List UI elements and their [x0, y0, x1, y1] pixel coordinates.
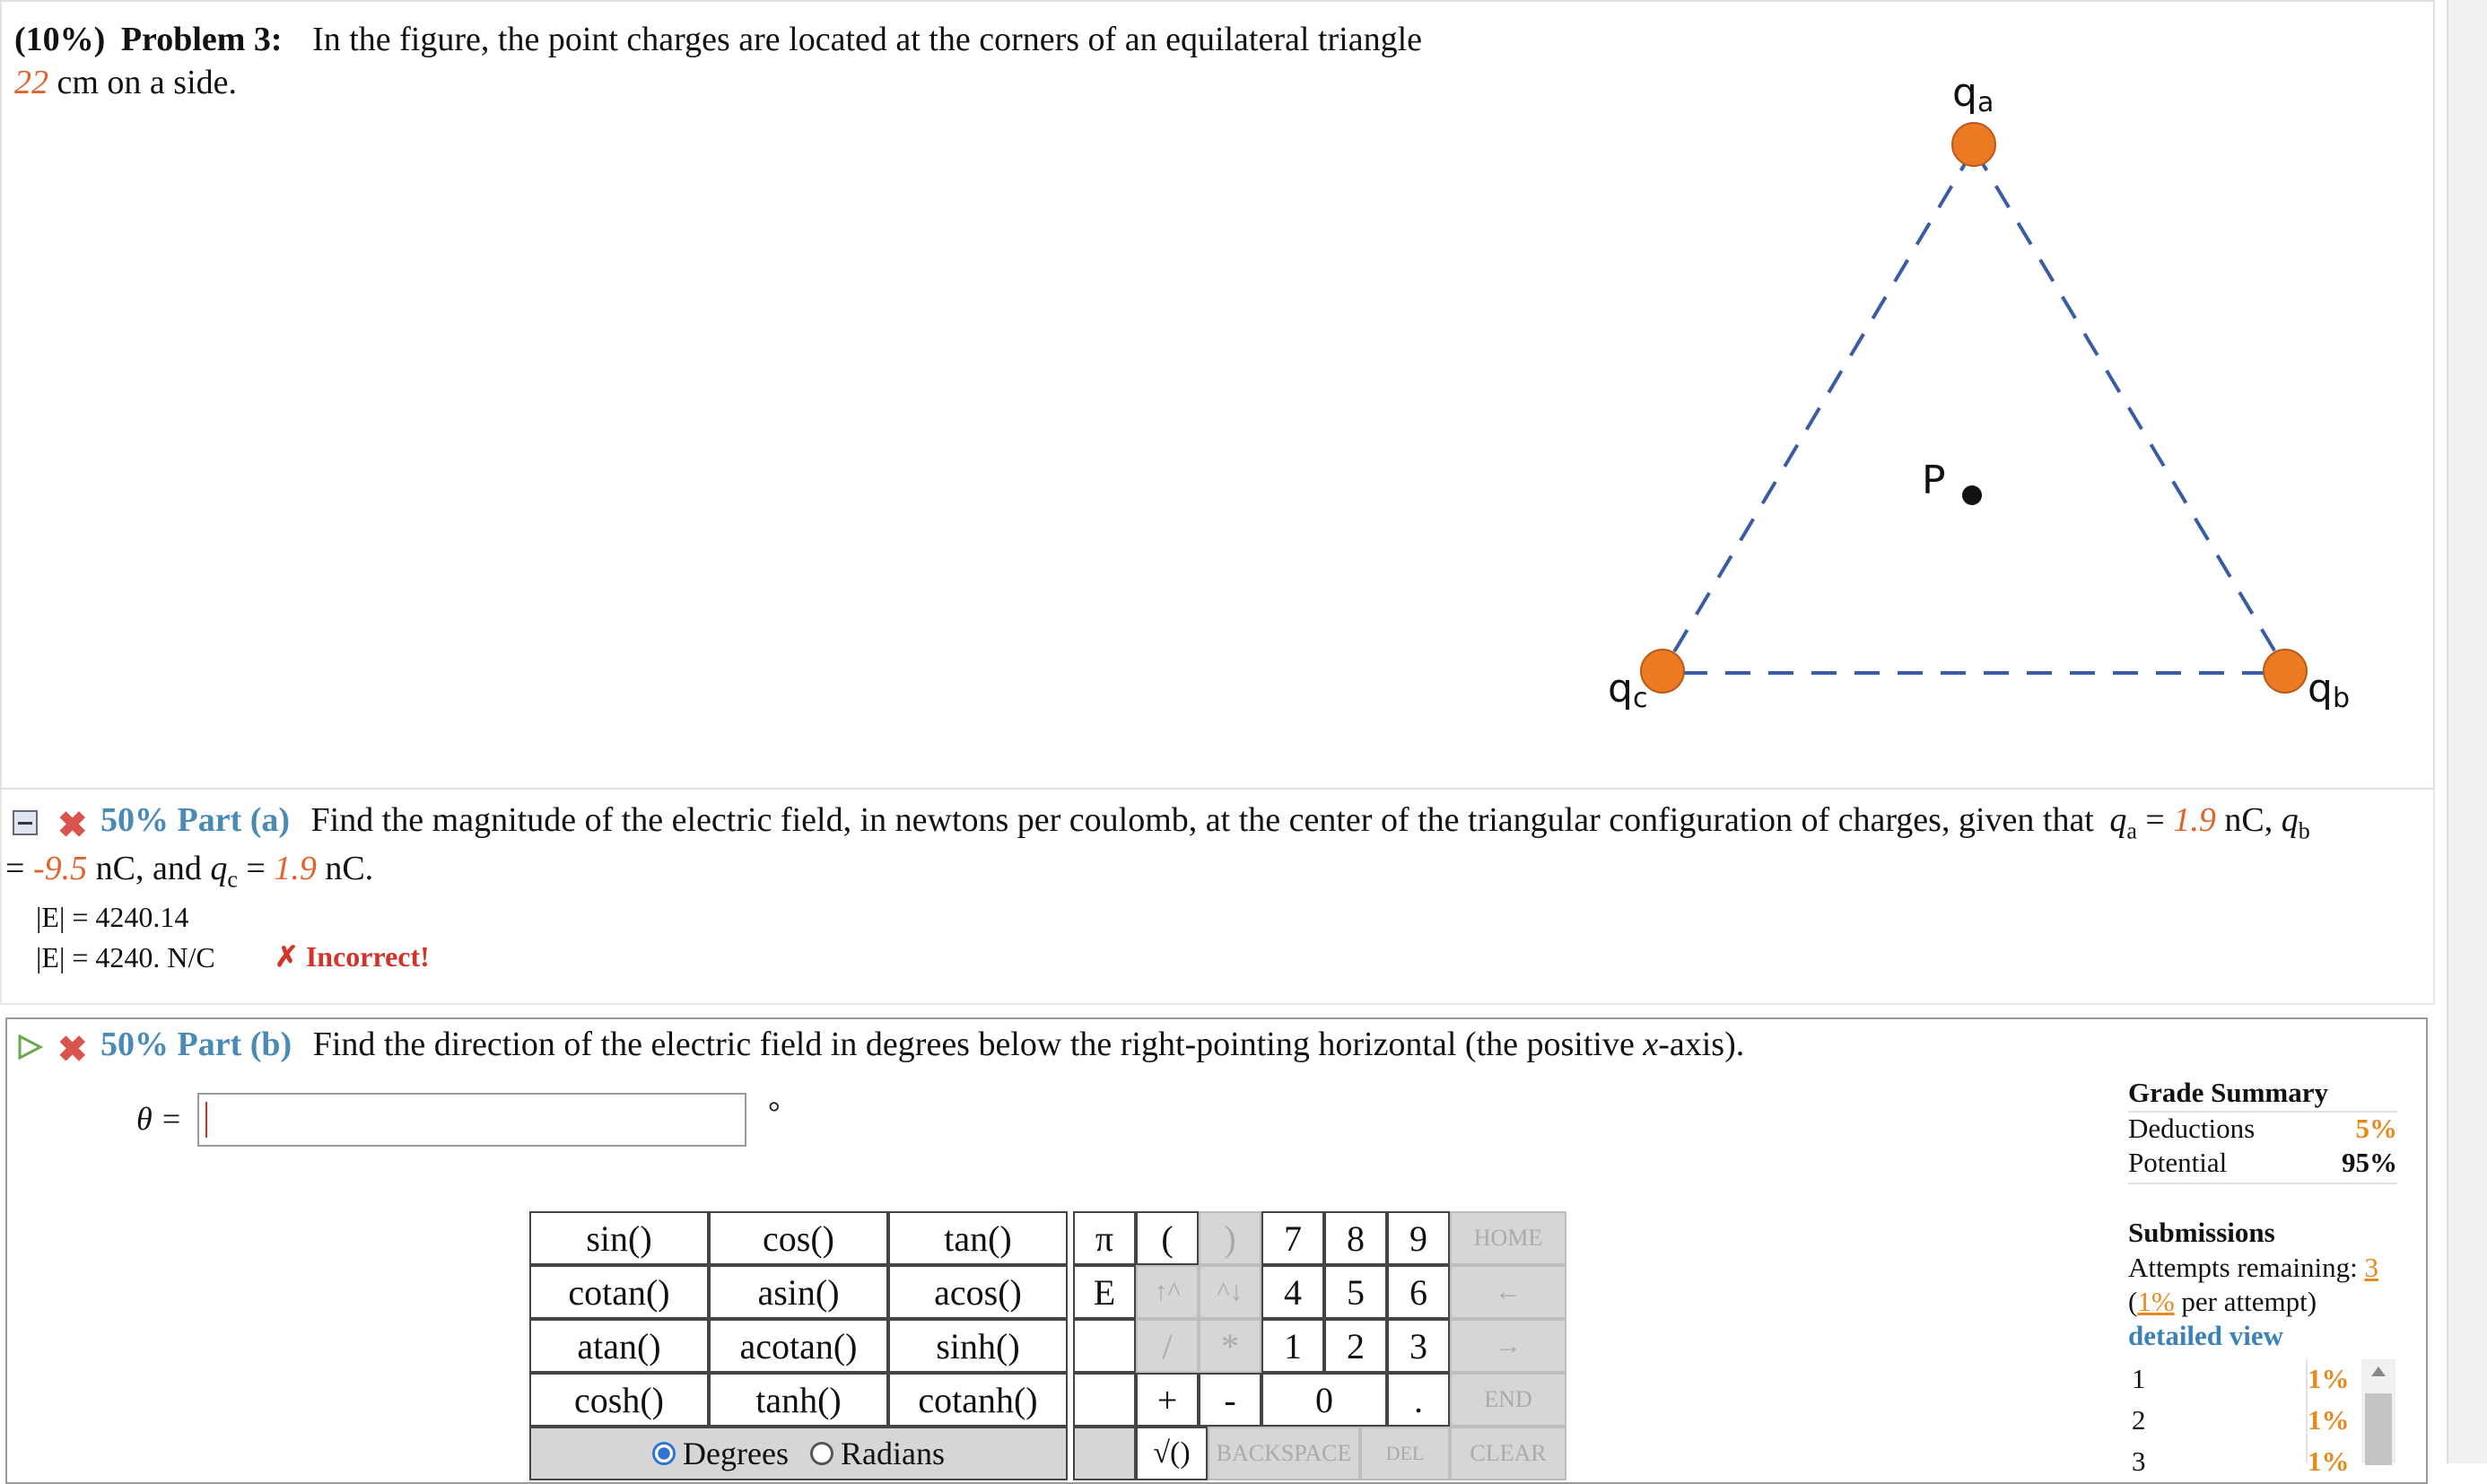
sin-key[interactable]: sin() [529, 1211, 709, 1265]
qc-value: 1.9 [274, 850, 317, 887]
side-ac [1662, 149, 1974, 673]
answer-line2: |E| = 4240. N/C [36, 941, 215, 973]
cos-key[interactable]: cos() [709, 1211, 888, 1265]
left-arrow-key[interactable]: ← [1450, 1265, 1566, 1319]
per-attempt-row: (1% per attempt) [2128, 1286, 2317, 1317]
potential-value: 95% [2342, 1147, 2397, 1178]
blank-key-1 [1073, 1319, 1136, 1373]
charge-a [1952, 123, 1995, 166]
point-p [1962, 485, 1982, 505]
submission-row-1: 1 1% [2132, 1363, 2350, 1394]
grade-summary-title: Grade Summary [2128, 1077, 2329, 1108]
part-a-x-icon: ✖ [57, 805, 88, 845]
submissions-scrollbar[interactable] [2361, 1359, 2395, 1463]
charge-b [2264, 650, 2307, 693]
del-key[interactable]: DEL [1360, 1427, 1450, 1480]
backspace-key[interactable]: BACKSPACE [1208, 1427, 1360, 1480]
qa-value: 1.9 [2173, 801, 2216, 839]
potential-row [2128, 1147, 2397, 1184]
down-caret-key[interactable]: ^↓ [1199, 1265, 1261, 1319]
degree-symbol: ° [768, 1096, 781, 1130]
end-key[interactable]: END [1450, 1373, 1566, 1427]
star-key[interactable]: * [1199, 1319, 1261, 1373]
part-a-collapse-icon[interactable] [13, 810, 38, 835]
theta-label: θ = [136, 1101, 182, 1137]
part-b-expand-icon[interactable] [16, 1034, 43, 1065]
atan-key[interactable]: atan() [529, 1319, 709, 1373]
label-qc: qc [1608, 666, 1648, 714]
deductions-row [2128, 1113, 2397, 1145]
home-key[interactable]: HOME [1450, 1211, 1566, 1265]
digit-6-key[interactable]: 6 [1387, 1265, 1450, 1319]
open-paren-key[interactable]: ( [1136, 1211, 1199, 1265]
digit-3-key[interactable]: 3 [1387, 1319, 1450, 1373]
tan-key[interactable]: tan() [888, 1211, 1068, 1265]
part-a-title: 50% Part (a) [100, 801, 291, 839]
digit-2-key[interactable]: 2 [1324, 1319, 1387, 1373]
digit-0-key[interactable]: 0 [1261, 1373, 1387, 1427]
up-caret-key[interactable]: ↑^ [1136, 1265, 1199, 1319]
asin-key[interactable]: asin() [709, 1265, 888, 1319]
scroll-thumb[interactable] [2365, 1393, 2392, 1465]
submission-row-3: 3 1% [2132, 1445, 2350, 1477]
angle-mode-bar [529, 1427, 1068, 1480]
problem-label: Problem 3: [120, 21, 283, 58]
label-qb: qb [2308, 666, 2350, 714]
cotan-key[interactable]: cotan() [529, 1265, 709, 1319]
radians-radio[interactable]: Radians [810, 1435, 945, 1472]
problem-header [14, 20, 1422, 59]
submissions-list-divider [2306, 1359, 2308, 1463]
per-attempt-value[interactable]: 1% [2137, 1286, 2175, 1317]
part-a-text: Find the magnitude of the electric field, in newtons per coulomb, at the center of the triangular configuration of charges, given that [310, 801, 2094, 839]
part-b-x-icon: ✖ [57, 1029, 88, 1069]
problem-text: In the figure, the point charges are located at the corners of an equilateral triangle [312, 21, 1422, 58]
e-key[interactable]: E [1073, 1265, 1136, 1319]
digit-4-key[interactable]: 4 [1261, 1265, 1324, 1319]
text-cursor [205, 1102, 207, 1138]
submissions-title: Submissions [2128, 1217, 2275, 1248]
decimal-key[interactable]: . [1387, 1373, 1450, 1427]
label-qa: qa [1952, 70, 1994, 118]
incorrect-status: ✗ Incorrect! [275, 940, 430, 973]
part-b-title: 50% Part (b) [100, 1026, 292, 1063]
acotan-key[interactable]: acotan() [709, 1319, 888, 1373]
problem-percent: (10%) [14, 21, 106, 58]
clear-key[interactable]: CLEAR [1450, 1427, 1566, 1480]
digit-5-key[interactable]: 5 [1324, 1265, 1387, 1319]
submission-row-2: 2 1% [2132, 1404, 2350, 1436]
right-arrow-key[interactable]: → [1450, 1319, 1566, 1373]
attempts-row: Attempts remaining: 3 [2128, 1252, 2378, 1283]
plus-key[interactable]: + [1136, 1373, 1199, 1427]
sqrt-key[interactable]: √() [1136, 1427, 1208, 1480]
problem-side [14, 63, 237, 102]
sinh-key[interactable]: sinh() [888, 1319, 1068, 1373]
cotanh-key[interactable]: cotanh() [888, 1373, 1068, 1427]
minus-key[interactable]: - [1199, 1373, 1261, 1427]
cosh-key[interactable]: cosh() [529, 1373, 709, 1427]
close-paren-key[interactable]: ) [1199, 1211, 1261, 1265]
digit-7-key[interactable]: 7 [1261, 1211, 1324, 1265]
part-a-question-line2: = -9.5 nC, and $q_c = 1.9$ nC. [5, 850, 374, 893]
side-ab [1974, 149, 2288, 673]
attempts-value[interactable]: 3 [2364, 1252, 2378, 1283]
theta-input[interactable] [197, 1093, 746, 1147]
deductions-label: Deductions [2128, 1113, 2256, 1144]
deductions-value: 5% [2355, 1113, 2397, 1144]
answer-line1: |E| = 4240.14 [36, 901, 189, 933]
blank-key-3 [1073, 1427, 1136, 1480]
page-scrollbar[interactable] [2447, 0, 2487, 1463]
digit-8-key[interactable]: 8 [1324, 1211, 1387, 1265]
slash-key[interactable]: / [1136, 1319, 1199, 1373]
pi-key[interactable]: π [1073, 1211, 1136, 1265]
degrees-radio[interactable]: Degrees [652, 1435, 789, 1472]
part-b-question: 50% Part (b) Find the direction of the electric field in degrees below the right-pointing horizontal (the positive x-axis). [100, 1026, 1745, 1063]
detailed-view-link[interactable]: detailed view [2128, 1320, 2284, 1351]
side-value: 22 [14, 64, 48, 101]
label-p: P [1922, 458, 1946, 503]
blank-key-2 [1073, 1373, 1136, 1427]
scroll-up-icon[interactable] [2371, 1366, 2386, 1376]
acos-key[interactable]: acos() [888, 1265, 1068, 1319]
digit-9-key[interactable]: 9 [1387, 1211, 1450, 1265]
digit-1-key[interactable]: 1 [1261, 1319, 1324, 1373]
triangle-figure [1579, 63, 2387, 745]
part-a-question-line1: 50% Part (a) Find the magnitude of the electric field, in newtons per coulomb, at the center of the triangular configuration of charges, given that $q_a = 1.9$ nC, $q_b$ [100, 801, 2310, 844]
side-unit: cm on a side. [57, 64, 238, 101]
tanh-key[interactable]: tanh() [709, 1373, 888, 1427]
potential-label: Potential [2128, 1147, 2228, 1178]
qb-value: -9.5 [32, 850, 88, 887]
part-b-text: Find the direction of the electric field in degrees below the right-pointing horizontal (the positive [312, 1026, 1635, 1063]
